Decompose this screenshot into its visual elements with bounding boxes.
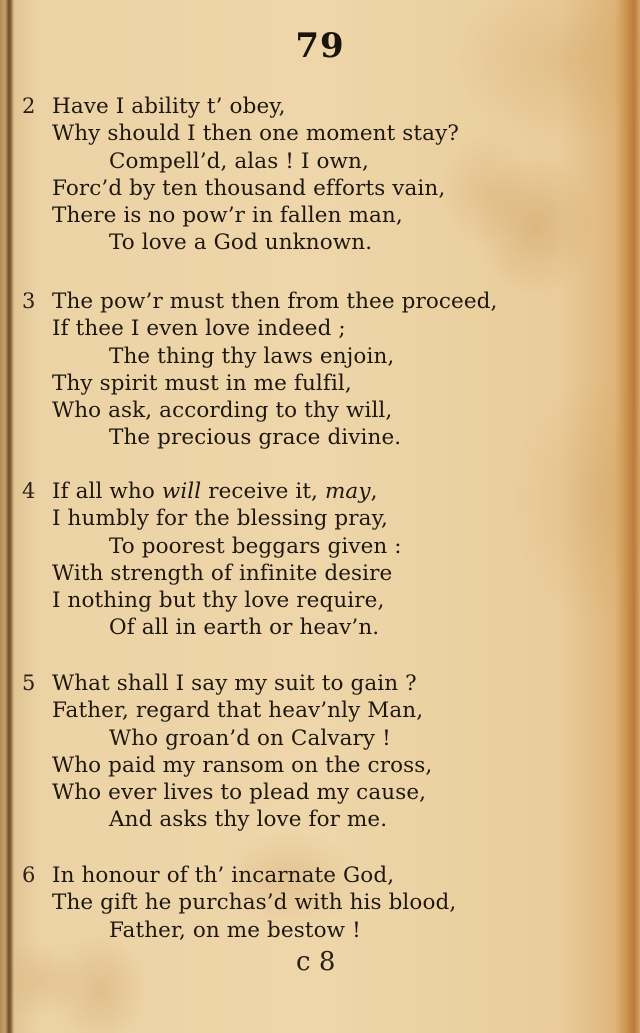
- verse-line: The gift he purchas’d with his blood,: [52, 890, 457, 916]
- verse-line: Father, regard that heav’nly Man,: [52, 698, 424, 724]
- verse-line: If thee I even love indeed ;: [52, 316, 346, 342]
- verse-number: 3: [22, 289, 36, 313]
- page-spine-edge: [0, 0, 14, 1033]
- verse-line: Of all in earth or heav’n.: [109, 615, 380, 641]
- verse-line: With strength of infinite desire: [52, 560, 393, 586]
- verse-line: To poorest beggars given :: [109, 533, 402, 559]
- verse-line: The precious grace divine.: [109, 425, 402, 451]
- verse-number: 5: [22, 671, 36, 695]
- stanza-6: [22, 862, 456, 944]
- page-number: 79: [295, 26, 345, 66]
- verse-line: To love a God unknown.: [109, 230, 373, 256]
- signature-mark: c 8: [296, 947, 336, 977]
- stanza-4: [22, 478, 402, 642]
- stanza-5: [22, 670, 432, 834]
- verse-line: I nothing but thy love require,: [52, 588, 385, 614]
- verse-line: 6 In honour of th’ incarnate God,: [22, 863, 395, 888]
- verse-line: There is no pow’r in fallen man,: [52, 203, 403, 229]
- verse-line: Thy spirit must in me fulfil,: [52, 370, 352, 396]
- verse-line: 5 What shall I say my suit to gain ?: [22, 671, 417, 696]
- verse-line: 3 The pow’r must then from thee proceed,: [22, 289, 498, 314]
- verse-line: And asks thy love for me.: [109, 807, 388, 833]
- verse-line: Who ever lives to plead my cause,: [52, 780, 427, 806]
- verse-line: Who paid my ransom on the cross,: [52, 752, 433, 778]
- verse-line: I humbly for the blessing pray,: [52, 506, 388, 532]
- verse-line: Compell’d, alas ! I own,: [109, 148, 369, 174]
- verse-line: Father, on me bestow !: [109, 917, 361, 943]
- stanza-3: [22, 288, 497, 452]
- verse-line: The thing thy laws enjoin,: [109, 343, 395, 369]
- verse-line: Forc’d by ten thousand efforts vain,: [52, 175, 446, 201]
- verse-line: Who ask, according to thy will,: [52, 398, 393, 424]
- stanza-2: [22, 93, 459, 257]
- verse-number: 2: [22, 94, 36, 118]
- verse-line: 2 Have I ability t’ obey,: [22, 94, 286, 119]
- verse-line: Who groan’d on Calvary !: [109, 725, 391, 751]
- verse-line: Why should I then one moment stay?: [52, 121, 459, 147]
- verse-number: 4: [22, 479, 36, 503]
- verse-number: 6: [22, 863, 36, 887]
- verse-line: 4 If all who will receive it, may,: [22, 479, 378, 504]
